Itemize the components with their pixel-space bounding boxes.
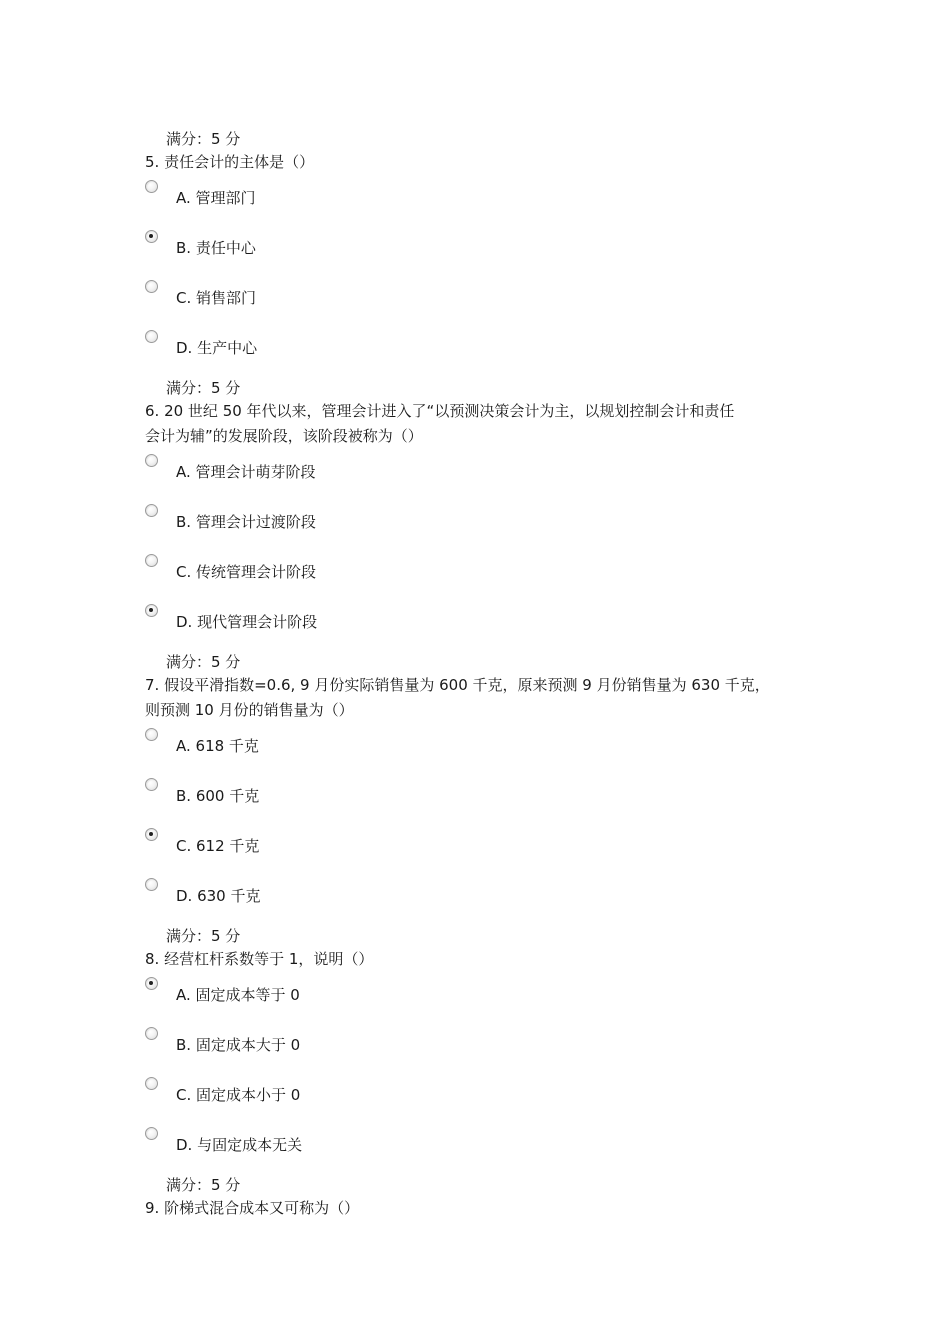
option-q6-b: B. 管理会计过渡阶段 bbox=[176, 513, 316, 531]
radio-q5-c[interactable] bbox=[145, 280, 158, 293]
option-q5-c: C. 销售部门 bbox=[176, 289, 257, 307]
option-q5-d: D. 生产中心 bbox=[176, 339, 258, 357]
radio-q8-b[interactable] bbox=[145, 1027, 158, 1040]
radio-q5-b[interactable] bbox=[145, 230, 158, 243]
radio-q7-b[interactable] bbox=[145, 778, 158, 791]
option-q5-b: B. 责任中心 bbox=[176, 239, 256, 257]
option-q6-c: C. 传统管理会计阶段 bbox=[176, 563, 317, 581]
option-q6-d: D. 现代管理会计阶段 bbox=[176, 613, 318, 631]
question-6-text-line1: 6. 20 世纪 50 年代以来，管理会计进入了“以预测决策会计为主，以规划控制会计和责任 bbox=[145, 402, 735, 420]
score-label: 满分：5 分 bbox=[166, 927, 241, 945]
radio-q7-d[interactable] bbox=[145, 878, 158, 891]
option-q7-a: A. 618 千克 bbox=[176, 737, 259, 755]
question-9-text: 9. 阶梯式混合成本又可称为（） bbox=[145, 1199, 360, 1217]
option-q8-c: C. 固定成本小于 0 bbox=[176, 1086, 301, 1104]
question-5-text: 5. 责任会计的主体是（） bbox=[145, 153, 315, 171]
radio-q6-b[interactable] bbox=[145, 504, 158, 517]
radio-q6-a[interactable] bbox=[145, 454, 158, 467]
option-q7-c: C. 612 千克 bbox=[176, 837, 260, 855]
option-q8-b: B. 固定成本大于 0 bbox=[176, 1036, 301, 1054]
radio-q8-a[interactable] bbox=[145, 977, 158, 990]
radio-q6-c[interactable] bbox=[145, 554, 158, 567]
score-label: 满分：5 分 bbox=[166, 653, 241, 671]
question-8-text: 8. 经营杠杆系数等于 1，说明（） bbox=[145, 950, 374, 968]
radio-q7-a[interactable] bbox=[145, 728, 158, 741]
option-q6-a: A. 管理会计萌芽阶段 bbox=[176, 463, 316, 481]
option-q7-b: B. 600 千克 bbox=[176, 787, 260, 805]
option-q5-a: A. 管理部门 bbox=[176, 189, 256, 207]
radio-q5-a[interactable] bbox=[145, 180, 158, 193]
radio-q6-d[interactable] bbox=[145, 604, 158, 617]
radio-q7-c[interactable] bbox=[145, 828, 158, 841]
option-q7-d: D. 630 千克 bbox=[176, 887, 261, 905]
radio-q8-d[interactable] bbox=[145, 1127, 158, 1140]
score-label: 满分：5 分 bbox=[166, 379, 241, 397]
radio-q8-c[interactable] bbox=[145, 1077, 158, 1090]
option-q8-a: A. 固定成本等于 0 bbox=[176, 986, 300, 1004]
question-7-text-line2: 则预测 10 月份的销售量为（） bbox=[145, 701, 354, 719]
question-7-text-line1: 7. 假设平滑指数=0.6, 9 月份实际销售量为 600 千克，原来预测 9 月份销售量为 630 千克， bbox=[145, 676, 770, 694]
score-label: 满分：5 分 bbox=[166, 1176, 241, 1194]
option-q8-d: D. 与固定成本无关 bbox=[176, 1136, 303, 1154]
score-label: 满分：5 分 bbox=[166, 130, 241, 148]
radio-q5-d[interactable] bbox=[145, 330, 158, 343]
question-6-text-line2: 会计为辅”的发展阶段，该阶段被称为（） bbox=[145, 427, 423, 445]
